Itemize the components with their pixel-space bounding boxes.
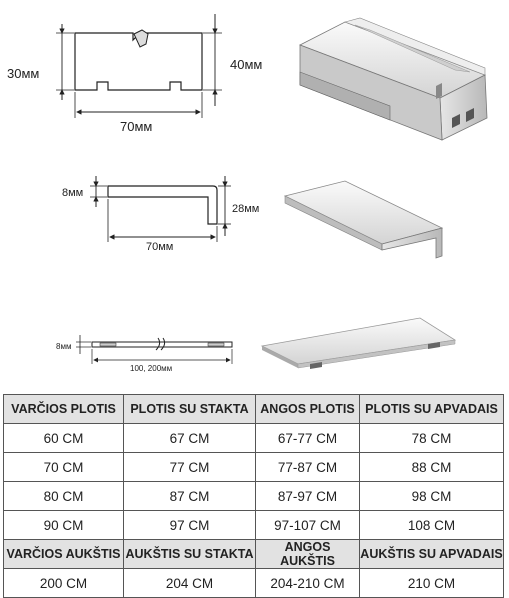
- frame-side-label: 40мм: [230, 57, 263, 72]
- header-opening-width: ANGOS PLOTIS: [256, 395, 360, 424]
- header-door-height: VARČIOS AUKŠTIS: [4, 540, 124, 569]
- casing-width-label: 70мм: [146, 241, 174, 253]
- casing-profile-drawing: [90, 176, 231, 242]
- casing-height-label: 28мм: [232, 203, 260, 215]
- table-cell: 97-107 CM: [256, 511, 360, 540]
- table-cell: 87-97 CM: [256, 482, 360, 511]
- table-row: [4, 453, 504, 482]
- table-cell: 210 CM: [360, 569, 504, 598]
- extension-thickness-label: 8мм: [56, 342, 72, 351]
- table-cell: 97 CM: [124, 511, 256, 540]
- casing-3d-render: [285, 181, 442, 258]
- frame-height-label: 30мм: [7, 66, 40, 81]
- header-opening-height: ANGOS AUKŠTIS: [256, 540, 360, 569]
- table-cell: 67-77 CM: [256, 424, 360, 453]
- header-door-width: VARČIOS PLOTIS: [4, 395, 124, 424]
- header-width-with-casing: PLOTIS SU APVADAIS: [360, 395, 504, 424]
- frame-width-label: 70мм: [120, 119, 153, 134]
- frame-3d-render: [300, 18, 487, 140]
- size-table: [3, 394, 504, 598]
- table-cell: 204 CM: [124, 569, 256, 598]
- table-cell: 80 CM: [4, 482, 124, 511]
- table-cell: 77-87 CM: [256, 453, 360, 482]
- table-cell: 98 CM: [360, 482, 504, 511]
- frame-profile-drawing: [56, 14, 222, 118]
- header-height-with-casing: AUKŠTIS SU APVADAIS: [360, 540, 504, 569]
- extension-3d-render: [262, 318, 455, 369]
- table-cell: 77 CM: [124, 453, 256, 482]
- table-cell: 204-210 CM: [256, 569, 360, 598]
- table-row: [4, 511, 504, 540]
- table-cell: 108 CM: [360, 511, 504, 540]
- table-row: [4, 482, 504, 511]
- table-cell: 90 CM: [4, 511, 124, 540]
- casing-thickness-label: 8мм: [62, 187, 84, 199]
- table-cell: 78 CM: [360, 424, 504, 453]
- table-row: [4, 424, 504, 453]
- header-height-with-frame: AUKŠTIS SU STAKTA: [124, 540, 256, 569]
- table-cell: 70 CM: [4, 453, 124, 482]
- table-cell: 60 CM: [4, 424, 124, 453]
- header-width-with-frame: PLOTIS SU STAKTA: [124, 395, 256, 424]
- table-cell: 87 CM: [124, 482, 256, 511]
- table-cell: 67 CM: [124, 424, 256, 453]
- table-header-row: [4, 540, 504, 569]
- extension-profile-drawing: [76, 335, 232, 364]
- table-cell: 88 CM: [360, 453, 504, 482]
- table-cell: 200 CM: [4, 569, 124, 598]
- extension-width-label: 100, 200мм: [130, 364, 173, 373]
- table-header-row: [4, 395, 504, 424]
- table-row: [4, 569, 504, 598]
